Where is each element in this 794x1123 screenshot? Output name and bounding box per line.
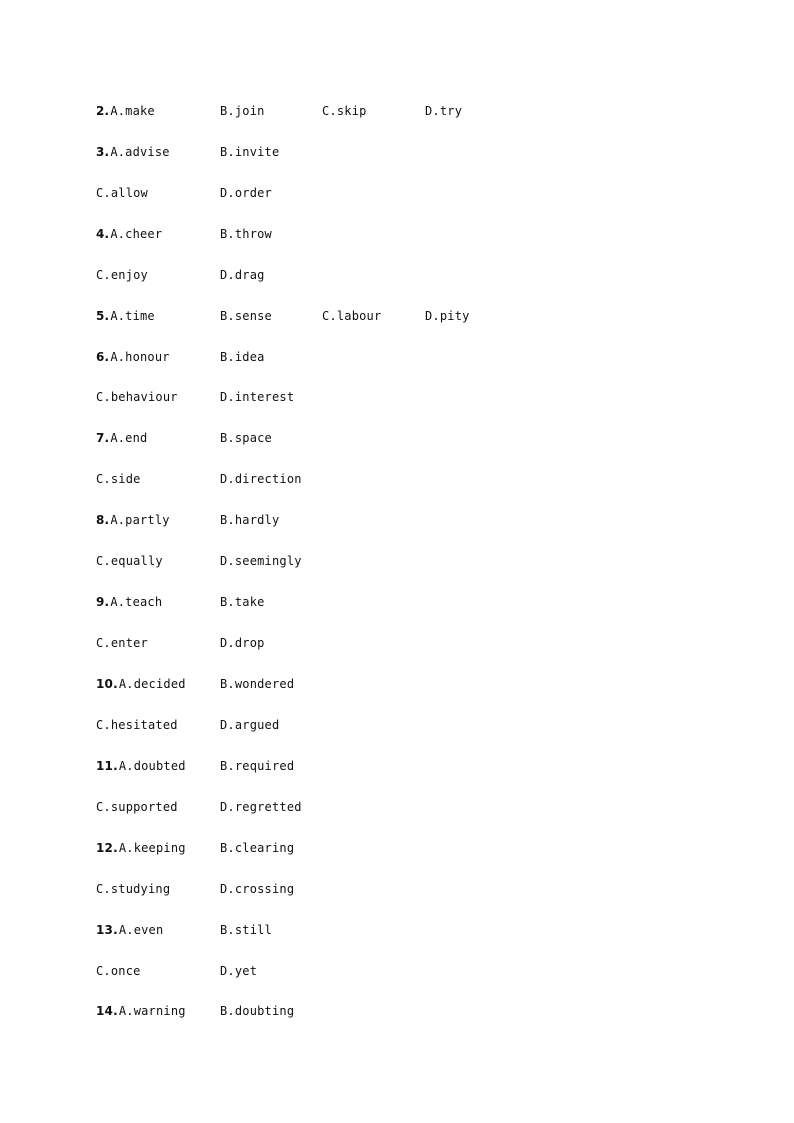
- option-text: B.take: [220, 595, 265, 609]
- option-text: A.partly: [110, 513, 170, 527]
- option-b: [220, 348, 265, 366]
- option-b: [220, 102, 265, 120]
- option-a: [96, 1002, 186, 1020]
- option-text: A.time: [110, 309, 155, 323]
- option-c: [96, 716, 178, 734]
- question-line: [0, 184, 794, 202]
- question-number: 8.: [96, 513, 110, 527]
- option-text: D.interest: [220, 390, 295, 404]
- option-b: [220, 143, 279, 161]
- option-text: D.seemingly: [220, 554, 302, 568]
- option-text: A.end: [110, 431, 148, 445]
- option-text: D.direction: [220, 472, 302, 486]
- option-d: [220, 388, 294, 406]
- question-number: 13.: [96, 923, 118, 937]
- option-text: B.join: [220, 104, 265, 118]
- question-line: [0, 102, 794, 120]
- question-line: [0, 675, 794, 693]
- option-d: [220, 470, 302, 488]
- option-d: [220, 184, 272, 202]
- question-line: [0, 266, 794, 284]
- option-text: C.allow: [96, 186, 148, 200]
- option-d: [220, 716, 279, 734]
- option-a: [96, 143, 170, 161]
- option-text: B.throw: [220, 227, 272, 241]
- question-line: [0, 225, 794, 243]
- option-d: [220, 266, 265, 284]
- option-text: C.hesitated: [96, 718, 178, 732]
- option-text: D.order: [220, 186, 272, 200]
- option-text: D.yet: [220, 964, 258, 978]
- option-b: [220, 429, 272, 447]
- option-text: A.keeping: [118, 841, 186, 855]
- option-c: [96, 470, 141, 488]
- option-a: [96, 307, 155, 325]
- option-text: B.still: [220, 923, 272, 937]
- option-c: [96, 388, 178, 406]
- question-line: [0, 921, 794, 939]
- question-line: [0, 511, 794, 529]
- option-text: B.hardly: [220, 513, 280, 527]
- option-text: A.doubted: [118, 759, 186, 773]
- option-c: [96, 184, 148, 202]
- question-number: 10.: [96, 677, 118, 691]
- option-text: D.try: [425, 104, 463, 118]
- option-b: [220, 1002, 294, 1020]
- question-line: [0, 880, 794, 898]
- option-c: [96, 798, 178, 816]
- option-text: A.make: [110, 104, 155, 118]
- option-d: [220, 798, 302, 816]
- option-b: [220, 511, 279, 529]
- option-c: [96, 552, 163, 570]
- option-text: A.teach: [110, 595, 163, 609]
- option-text: A.even: [118, 923, 164, 937]
- option-c: [322, 307, 381, 325]
- option-text: A.cheer: [110, 227, 163, 241]
- option-text: B.required: [220, 759, 295, 773]
- question-line: [0, 839, 794, 857]
- option-a: [96, 757, 186, 775]
- option-text: A.honour: [110, 350, 170, 364]
- option-text: C.side: [96, 472, 141, 486]
- question-line: [0, 593, 794, 611]
- option-d: [425, 307, 470, 325]
- option-b: [220, 839, 294, 857]
- option-b: [220, 675, 294, 693]
- option-text: C.supported: [96, 800, 178, 814]
- option-b: [220, 757, 294, 775]
- option-text: D.pity: [425, 309, 470, 323]
- option-text: D.drop: [220, 636, 265, 650]
- option-b: [220, 307, 272, 325]
- option-b: [220, 921, 272, 939]
- option-a: [96, 839, 186, 857]
- question-line: [0, 470, 794, 488]
- question-line: [0, 143, 794, 161]
- question-line: [0, 962, 794, 980]
- question-number: 6.: [96, 350, 110, 364]
- option-text: A.advise: [110, 145, 170, 159]
- question-line: [0, 348, 794, 366]
- option-text: C.enjoy: [96, 268, 148, 282]
- question-number: 4.: [96, 227, 110, 241]
- option-c: [96, 634, 148, 652]
- option-text: B.sense: [220, 309, 272, 323]
- option-d: [220, 962, 257, 980]
- question-number: 14.: [96, 1004, 118, 1018]
- option-text: D.regretted: [220, 800, 302, 814]
- option-text: C.enter: [96, 636, 148, 650]
- option-text: B.idea: [220, 350, 265, 364]
- option-a: [96, 225, 162, 243]
- question-number: 12.: [96, 841, 118, 855]
- option-a: [96, 921, 163, 939]
- question-line: [0, 634, 794, 652]
- question-line: [0, 1002, 794, 1020]
- option-text: B.space: [220, 431, 272, 445]
- option-text: A.decided: [118, 677, 186, 691]
- option-b: [220, 225, 272, 243]
- option-a: [96, 593, 162, 611]
- question-number: 9.: [96, 595, 110, 609]
- option-a: [96, 429, 147, 447]
- option-a: [96, 675, 186, 693]
- option-text: C.labour: [322, 309, 382, 323]
- option-a: [96, 348, 170, 366]
- question-line: [0, 716, 794, 734]
- option-text: D.drag: [220, 268, 265, 282]
- question-line: [0, 388, 794, 406]
- option-text: B.doubting: [220, 1004, 295, 1018]
- option-text: B.clearing: [220, 841, 295, 855]
- option-text: A.warning: [118, 1004, 186, 1018]
- question-number: 5.: [96, 309, 110, 323]
- option-text: D.argued: [220, 718, 280, 732]
- option-text: C.studying: [96, 882, 171, 896]
- option-text: C.equally: [96, 554, 163, 568]
- question-line: [0, 798, 794, 816]
- question-number: 11.: [96, 759, 118, 773]
- option-b: [220, 593, 265, 611]
- option-text: B.wondered: [220, 677, 295, 691]
- option-d: [220, 552, 302, 570]
- option-c: [96, 266, 148, 284]
- option-text: D.crossing: [220, 882, 295, 896]
- option-text: C.skip: [322, 104, 367, 118]
- option-d: [220, 634, 265, 652]
- option-text: B.invite: [220, 145, 280, 159]
- option-c: [96, 880, 170, 898]
- option-a: [96, 102, 155, 120]
- question-number: 3.: [96, 145, 110, 159]
- question-line: [0, 757, 794, 775]
- question-line: [0, 552, 794, 570]
- question-number: 7.: [96, 431, 110, 445]
- option-text: C.behaviour: [96, 390, 178, 404]
- option-a: [96, 511, 170, 529]
- question-line: [0, 307, 794, 325]
- option-c: [96, 962, 141, 980]
- question-number: 2.: [96, 104, 110, 118]
- option-text: C.once: [96, 964, 141, 978]
- option-d: [425, 102, 462, 120]
- option-d: [220, 880, 294, 898]
- question-line: [0, 429, 794, 447]
- option-c: [322, 102, 367, 120]
